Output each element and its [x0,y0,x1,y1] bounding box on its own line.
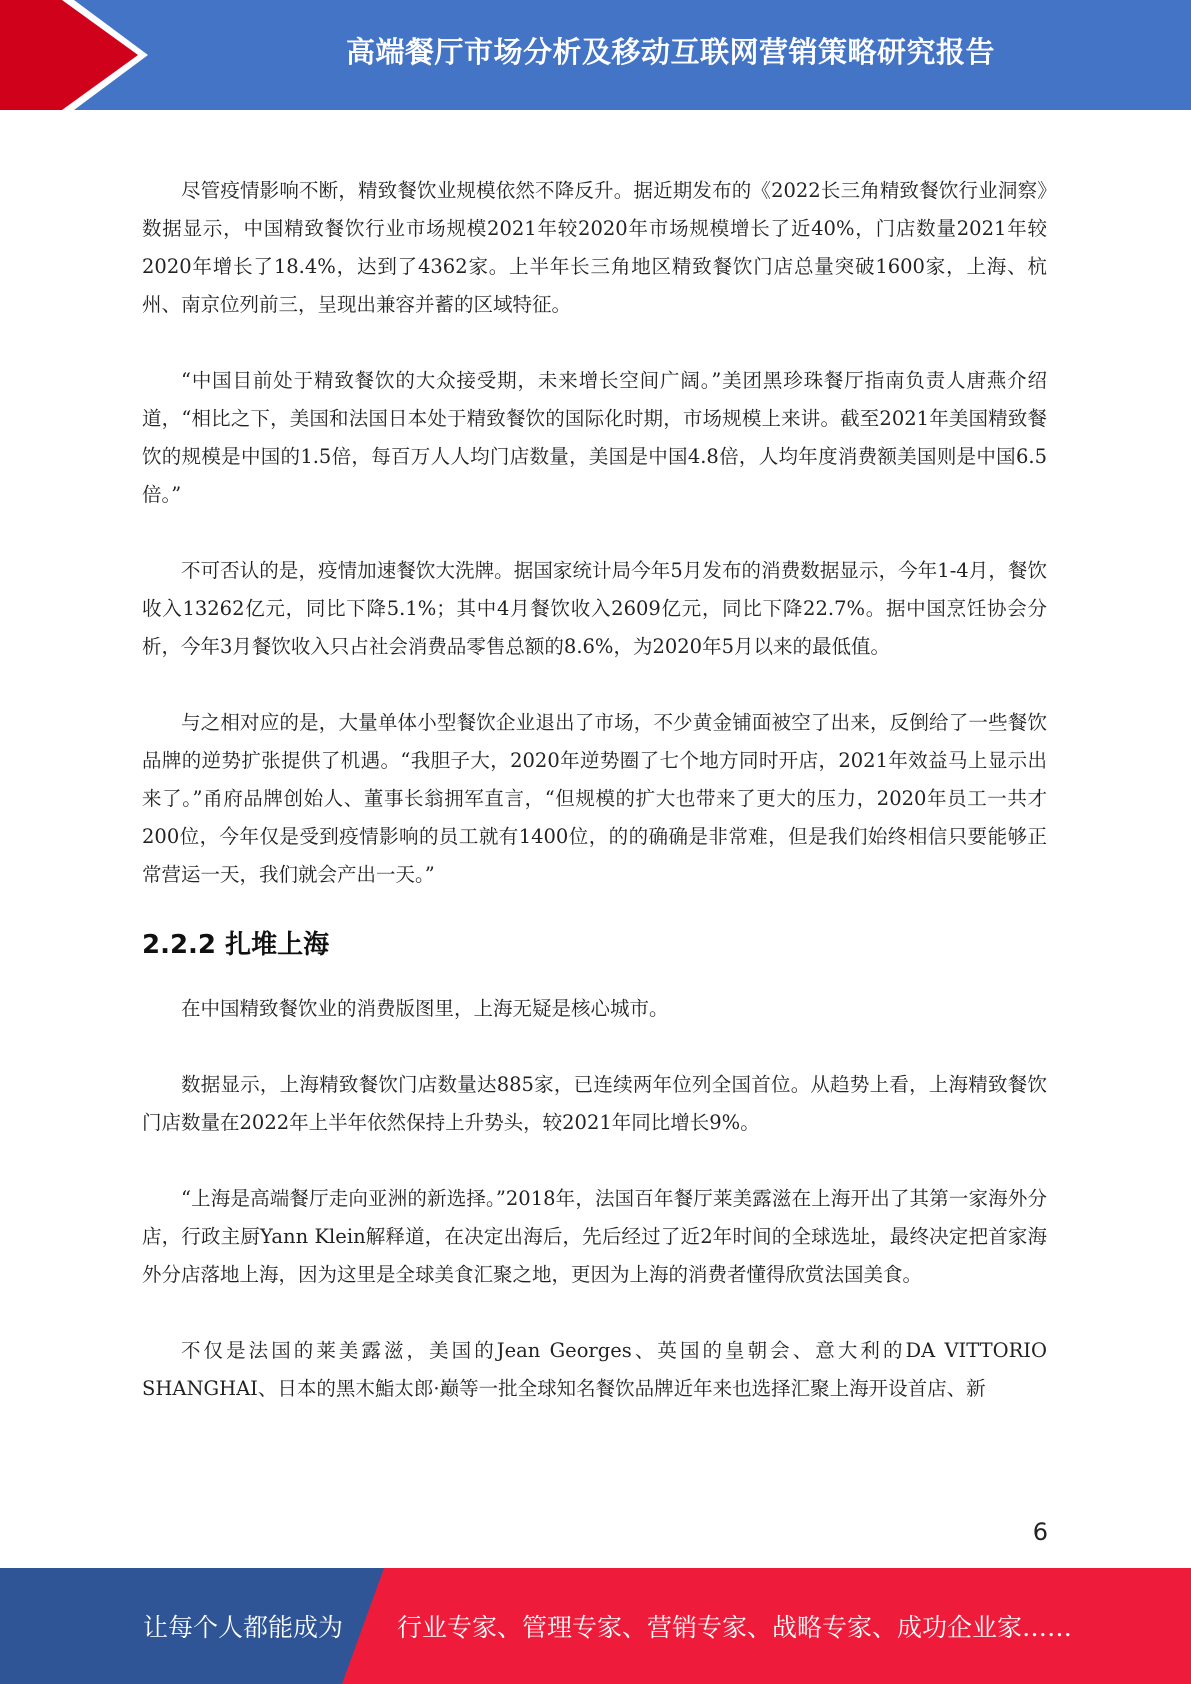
footer-slogan-left: 让每个人都能成为 [143,1613,344,1642]
section-heading: 2.2.2 扎堆上海 [142,929,330,960]
paragraph: 在中国精致餐饮业的消费版图里，上海无疑是核心城市。 [181,997,669,1020]
page-footer [0,1568,1191,1684]
page-number: 6 [1032,1518,1048,1546]
paragraph: 尽管疫情影响不断，精致餐饮业规模依然不降反升。据近期发布的《2022长三角精致餐饮行业洞察》数据显示，中国精致餐饮行业市场规模2021年较2020年市场规模增长了近40%，门店数量2021年较2020年增长了18.4%，达到了4362家。上半年长三角地区精致餐饮门店总量突破1600家，上海、杭州、南京位列前三，呈现出兼容并蓄的区域特征。 [142,179,1047,316]
paragraph: 数据显示，上海精致餐饮门店数量达885家，已连续两年位列全国首位。从趋势上看，上海精致餐饮门店数量在2022年上半年依然保持上升势头，较2021年同比增长9%。 [142,1073,1047,1134]
footer-slogan-right: 行业专家、管理专家、营销专家、战略专家、成功企业家…… [397,1613,1073,1642]
paragraph: “中国目前处于精致餐饮的大众接受期，未来增长空间广阔。”美团黑珍珠餐厅指南负责人唐燕介绍道，“相比之下，美国和法国日本处于精致餐饮的国际化时期，市场规模上来讲。截至2021年美国精致餐饮的规模是中国的1.5倍，每百万人人均门店数量，美国是中国4.8倍，人均年度消费额美国则是中国6.5倍。” [142,369,1047,506]
paragraph: 不仅是法国的莱美露滋，美国的Jean Georges、英国的皇朝会、意大利的DA VITTORIO SHANGHAI、日本的黑木鮨太郎·巅等一批全球知名餐饮品牌近年来也选择汇聚上海开设首店、新 [142,1339,1047,1400]
document-body [142,172,1047,1408]
paragraph: 不可否认的是，疫情加速餐饮大洗牌。据国家统计局今年5月发布的消费数据显示，今年1-4月，餐饮收入13262亿元，同比下降5.1%；其中4月餐饮收入2609亿元，同比下降22.7%。据中国烹饪协会分析，今年3月餐饮收入只占社会消费品零售总额的8.6%，为2020年5月以来的最低值。 [142,559,1047,658]
paragraph: “上海是高端餐厅走向亚洲的新选择。”2018年，法国百年餐厅莱美露滋在上海开出了其第一家海外分店，行政主厨Yann Klein解释道，在决定出海后，先后经过了近2年时间的全球选址，最终决定把首家海外分店落地上海，因为这里是全球美食汇聚之地，更因为上海的消费者懂得欣赏法国美食。 [142,1187,1047,1286]
header-title: 高端餐厅市场分析及移动互联网营销策略研究报告 [345,34,995,69]
header-red-chevron [0,0,148,110]
page-header [0,0,1191,110]
paragraph: 与之相对应的是，大量单体小型餐饮企业退出了市场，不少黄金铺面被空了出来，反倒给了一些餐饮品牌的逆势扩张提供了机遇。“我胆子大，2020年逆势圈了七个地方同时开店，2021年效益马上显示出来了。”甬府品牌创始人、董事长翁拥军直言，“但规模的扩大也带来了更大的压力，2020年员工一共才200位，今年仅是受到疫情影响的员工就有1400位，的的确确是非常难，但是我们始终相信只要能够正常营运一天，我们就会产出一天。” [142,711,1047,886]
